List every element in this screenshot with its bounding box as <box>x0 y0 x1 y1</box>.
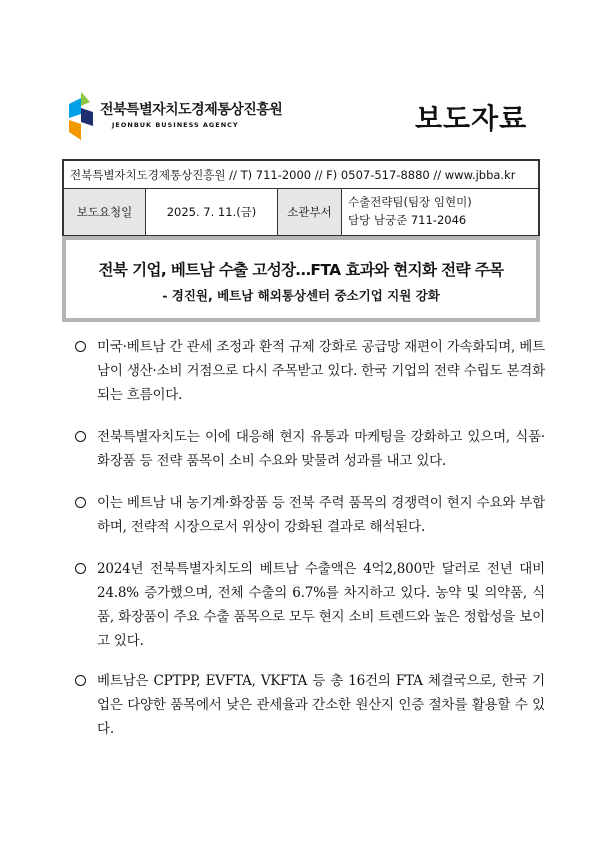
contact-table <box>62 159 540 237</box>
paragraph <box>75 491 545 539</box>
agency-logo-icon <box>66 92 96 140</box>
date-label: 보도요청일 <box>64 189 146 235</box>
paragraph-text: 미국·베트남 간 관세 조정과 환적 규제 강화로 공급망 재편이 가속화되며, 베트남이 생산·소비 거점으로 다시 주목받고 있다. 한국 기업의 전략 수립도 본격화되는 흐름이다. <box>97 339 545 403</box>
headline-subtitle: - 경진원, 베트남 해외통상센터 중소기업 지원 강화 <box>162 288 440 303</box>
dept-info <box>342 189 538 235</box>
circle-bullet-icon <box>75 431 86 442</box>
dept-team: 수출전략팀(팀장 임현미) <box>348 195 472 209</box>
paragraph <box>75 669 545 741</box>
body-paragraphs <box>75 335 545 759</box>
paragraph-text: 전북특별자치도는 이에 대응해 현지 유통과 마케팅을 강화하고 있으며, 식품·화장품 등 전략 품목이 소비 수요와 맞물려 성과를 내고 있다. <box>97 429 545 469</box>
circle-bullet-icon <box>75 497 86 508</box>
paragraph-text: 2024년 전북특별자치도의 베트남 수출액은 4억2,800만 달러로 전년 대비 24.8% 증가했으며, 전체 수출의 6.7%를 차지하고 있다. 농약 및 의약품, 식품, 화장품이 주요 수출 품목으로 모두 현지 소비 트렌드와 높은 정합성을 보이고 있다. <box>97 561 545 649</box>
contact-line: 전북특별자치도경제통상진흥원 // T) 711-2000 // F) 0507-517-8880 // www.jbba.kr <box>64 161 538 189</box>
paragraph <box>75 557 545 653</box>
paragraph <box>75 335 545 407</box>
dept-contact: 담당 남궁준 711-2046 <box>348 213 467 227</box>
headline-box <box>62 236 540 322</box>
headline-title: 전북 기업, 베트남 수출 고성장…FTA 효과와 현지화 전략 주목 <box>98 261 504 279</box>
paragraph-text: 베트남은 CPTPP, EVFTA, VKFTA 등 총 16건의 FTA 체결국으로, 한국 기업은 다양한 품목에서 낮은 관세율과 간소한 원산지 인증 절차를 활용할 수 있다. <box>97 673 545 737</box>
dept-label: 소관부서 <box>278 189 342 235</box>
date-value: 2025. 7. 11.(금) <box>146 189 278 235</box>
paragraph <box>75 425 545 473</box>
org-name: 전북특별자치도경제통상진흥원 <box>100 102 283 118</box>
press-release-title: 보도자료 <box>415 102 528 135</box>
circle-bullet-icon <box>75 563 86 574</box>
paragraph-text: 이는 베트남 내 농기계·화장품 등 전북 주력 품목의 경쟁력이 현지 수요와 부합하며, 전략적 시장으로서 위상이 강화된 결과로 해석된다. <box>97 495 545 535</box>
circle-bullet-icon <box>75 341 86 352</box>
org-name-en: JEONBUK BUSINESS AGENCY <box>112 121 239 129</box>
circle-bullet-icon <box>75 675 86 686</box>
